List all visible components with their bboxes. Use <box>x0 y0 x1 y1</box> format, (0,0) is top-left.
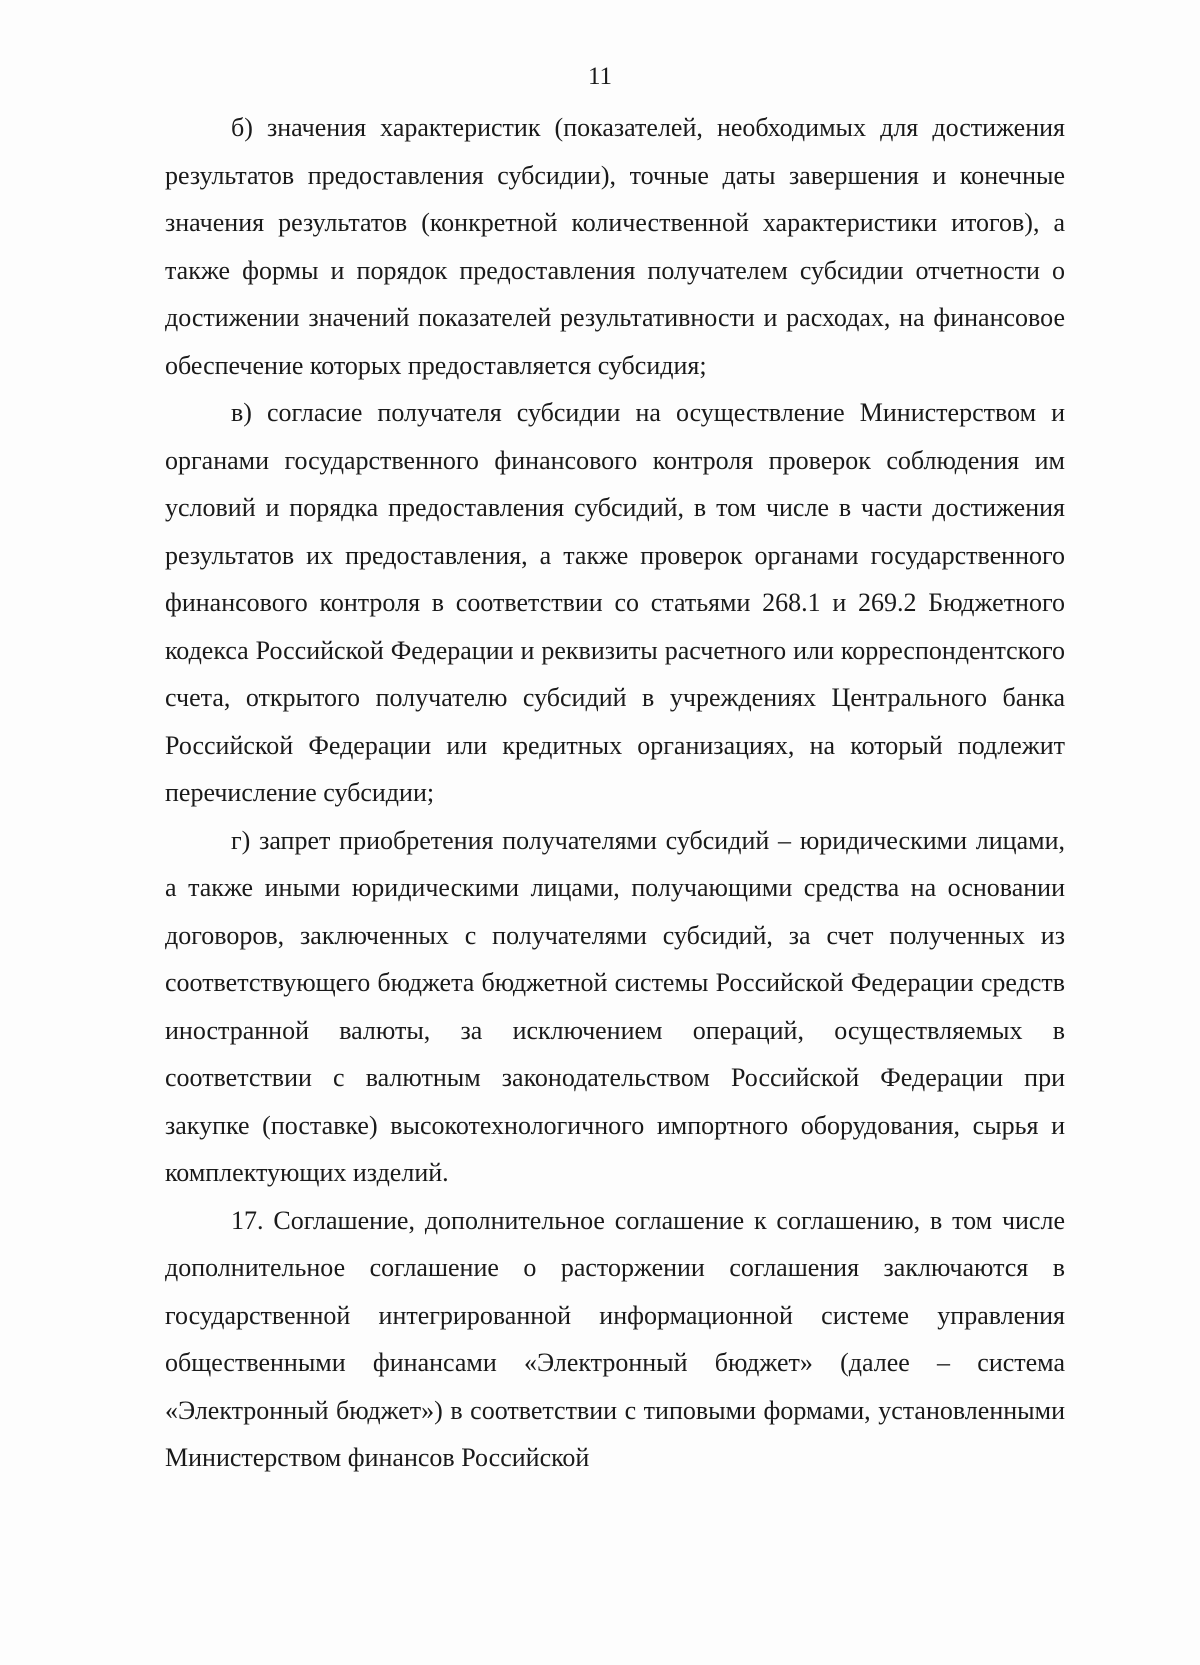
paragraph-b: б) значения характеристик (показателей, необходимых для достижения результатов предоставления субсидии), точные даты завершения и конечные значения результатов (конкретной количественной характеристики итогов), а также формы и порядок предоставления получателем субсидии отчетности о достижении значений показателей результативности и расходах, на финансовое обеспечение которых предоставляется субсидия; <box>165 113 1065 380</box>
paragraph-g: г) запрет приобретения получателями субсидий – юридическими лицами, а также иными юридическими лицами, получающими средства на основании договоров, заключенных с получателями субсидий, за счет полученных из соответствующего бюджета бюджетной системы Российской Федерации средств иностранной валюты, за исключением операций, осуществляемых в соответствии с валютным законодательством Российской Федерации при закупке (поставке) высокотехнологичного импортного оборудования, сырья и комплектующих изделий. <box>165 825 1065 1187</box>
paragraph-17: 17. Соглашение, дополнительное соглашение к соглашению, в том числе дополнительное соглашение о расторжении соглашения заключаются в государственной интегрированной информационной системе управления общественными финансами «Электронный бюджет» (далее – система «Электронный бюджет») в соответствии с типовыми формами, установленными Министерством финансов Российской <box>165 1205 1065 1472</box>
document-body <box>165 104 1065 1482</box>
paragraph-v: в) согласие получателя субсидии на осуществление Министерством и органами государственного финансового контроля проверок соблюдения им условий и порядка предоставления субсидий, в том числе в части достижения результатов их предоставления, а также проверок органами государственного финансового контроля в соответствии со статьями 268.1 и 269.2 Бюджетного кодекса Российской Федерации и реквизиты расчетного или корреспондентского счета, открытого получателю субсидий в учреждениях Центрального банка Российской Федерации или кредитных организациях, на который подлежит перечисление субсидии; <box>165 398 1065 807</box>
page-number: 11 <box>587 63 613 90</box>
